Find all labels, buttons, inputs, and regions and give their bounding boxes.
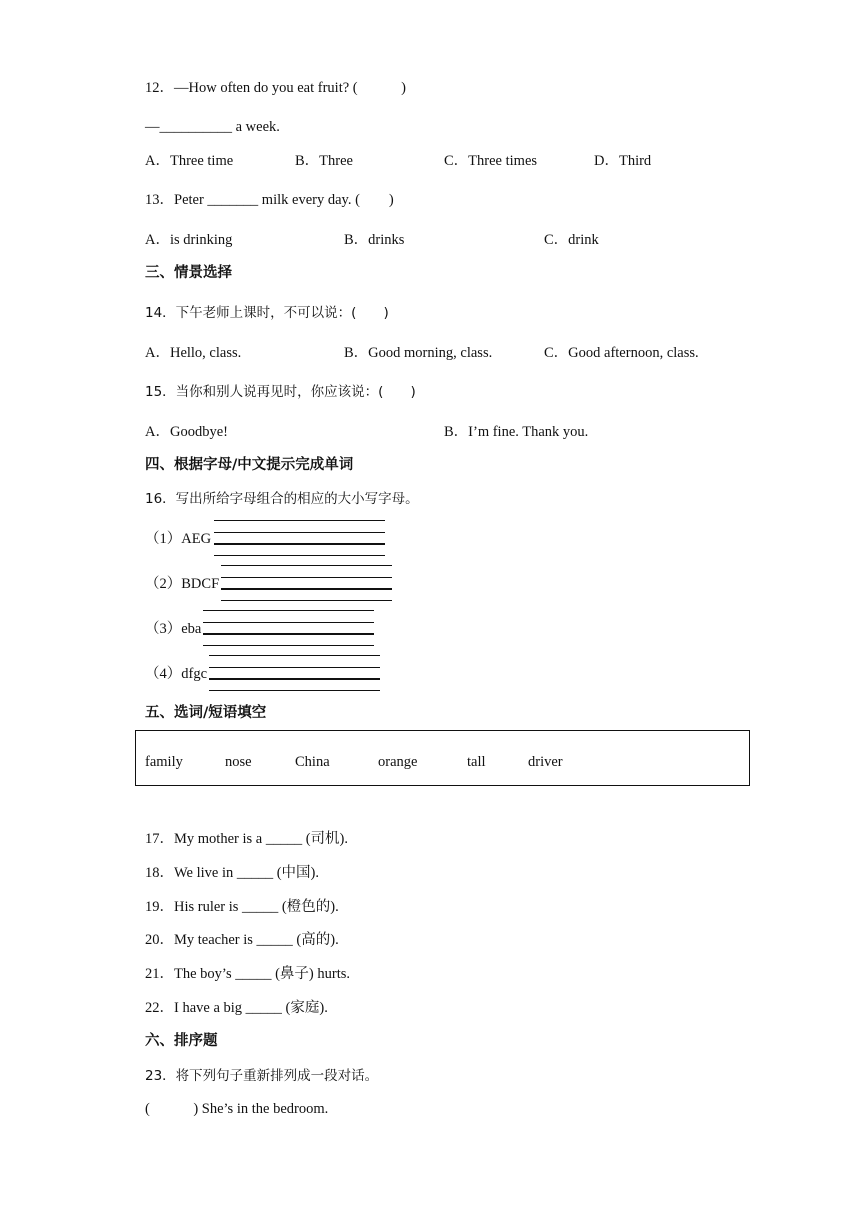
q15-stem: 15．当你和别人说再见时，你应该说：( ) [145,384,416,400]
q16-item-3: （3）eba [145,621,202,637]
q21: 21．The boy’s _____ (鼻子) hurts. [145,966,350,982]
q12-answer-line: —__________ a week. [145,119,280,135]
q16-item-1: （1）AEG [145,531,212,547]
q12-option-c[interactable]: C．Three times [444,153,538,169]
section-6-title: 六、排序题 [145,1033,218,1049]
writing-line[interactable] [203,645,374,646]
q15-option-a[interactable]: A．Goodbye! [145,424,228,440]
writing-line[interactable] [221,600,392,601]
writing-line[interactable] [209,690,380,691]
writing-line[interactable] [221,577,392,578]
q19: 19．His ruler is _____ (橙色的). [145,899,339,915]
q22: 22．I have a big _____ (家庭). [145,1000,328,1016]
q23-first-line: ( ) She’s in the bedroom. [145,1101,329,1117]
q13-option-a[interactable]: A．is drinking [145,232,233,248]
q12-option-d[interactable]: D．Third [594,153,652,169]
writing-line[interactable] [209,678,380,680]
q17: 17．My mother is a _____ (司机). [145,831,348,847]
section-5-title: 五、选词/短语填空 [145,705,267,721]
q18: 18．We live in _____ (中国). [145,865,320,881]
writing-line[interactable] [203,633,374,635]
word-bank-box [135,730,750,786]
q14-option-c[interactable]: C．Good afternoon, class. [544,345,699,361]
q16-stem: 16．写出所给字母组合的相应的大小写字母。 [145,491,419,507]
writing-line[interactable] [214,555,385,556]
word-bank-item: driver [528,754,563,770]
q16-item-2: （2）BDCF [145,576,220,592]
q13-option-b[interactable]: B．drinks [344,232,405,248]
q12-option-a[interactable]: A．Three time [145,153,234,169]
q14-option-a[interactable]: A．Hello, class. [145,345,242,361]
writing-line[interactable] [221,565,392,566]
section-4-title: 四、根据字母/中文提示完成单词 [145,457,354,473]
q14-option-b[interactable]: B．Good morning, class. [344,345,493,361]
writing-line[interactable] [214,532,385,533]
writing-line[interactable] [209,655,380,656]
q13-stem: 13．Peter _______ milk every day. ( ) [145,192,394,208]
q13-option-c[interactable]: C．drink [544,232,599,248]
q15-option-b[interactable]: B．I’m fine. Thank you. [444,424,589,440]
writing-line[interactable] [214,520,385,521]
word-bank-item: China [295,754,330,770]
writing-line[interactable] [203,622,374,623]
writing-line[interactable] [214,543,385,545]
q16-item-4: （4）dfgc [145,666,208,682]
word-bank-item: orange [378,754,418,770]
writing-line[interactable] [203,610,374,611]
q12-option-b[interactable]: B．Three [295,153,353,169]
q14-stem: 14．下午老师上课时，不可以说：( ) [145,305,389,321]
word-bank-item: family [145,754,183,770]
q23-stem: 23．将下列句子重新排列成一段对话。 [145,1068,379,1084]
q20: 20．My teacher is _____ (高的). [145,932,339,948]
writing-line[interactable] [209,667,380,668]
q12-stem: 12．—How often do you eat fruit? ( ) [145,80,406,96]
writing-line[interactable] [221,588,392,590]
section-3-title: 三、情景选择 [145,265,232,281]
word-bank-item: tall [467,754,486,770]
word-bank-item: nose [225,754,252,770]
